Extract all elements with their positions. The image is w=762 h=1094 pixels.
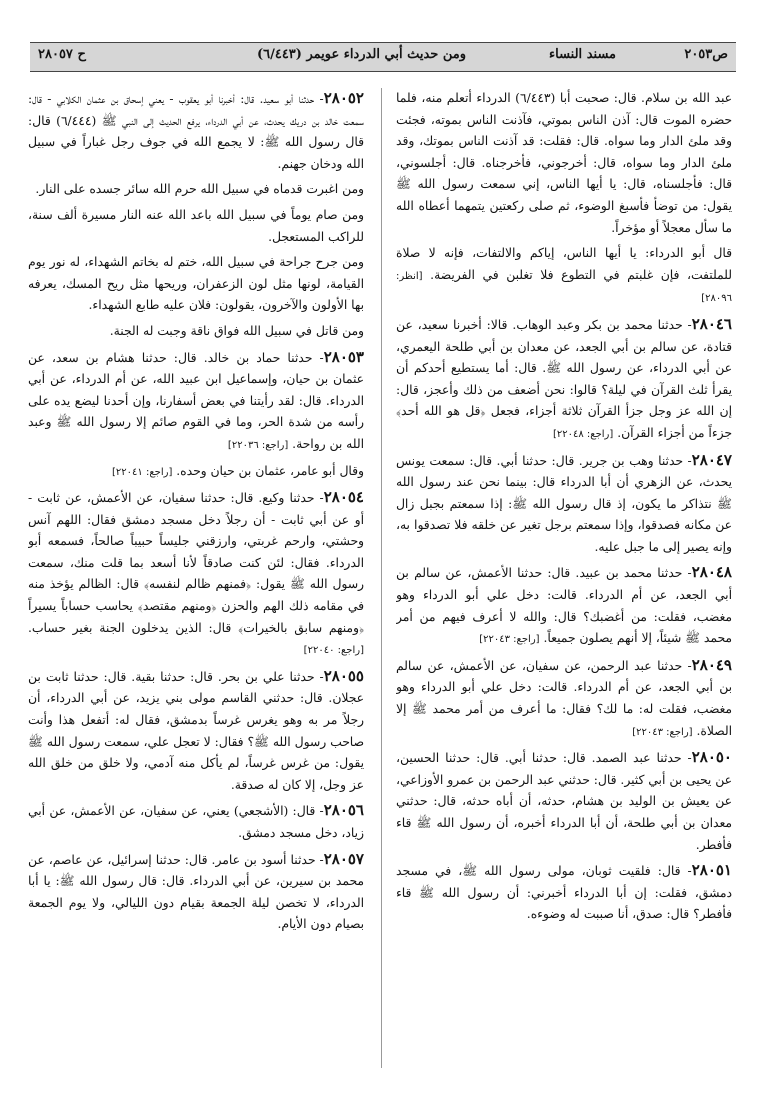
hadith-text: - قال: فلقيت ثوبان، مولى رسول الله ﷺ، في مسجد دمشق، فقلت: إن أبا الدرداء أخبرني: أن رسول الله ﷺ قاء فأفطر؟ قال: صدق، أنا صببت له وضوءه. (396, 864, 732, 922)
hadith-paragraph (28, 88, 364, 175)
cross-reference: [راجع: ٢٢٠٣٦] (227, 439, 289, 451)
hadith-text: ومن صام يوماً في سبيل الله باعد الله عنه النار مسيرة ألف سنة، للراكب المستعجل. (28, 207, 364, 244)
cross-reference: [راجع: ٢٢٠٤٠] (303, 645, 364, 657)
hadith-number: ٢٨٠٥٦ (323, 801, 364, 820)
book-title: مسند النساء (549, 47, 616, 62)
hadith-range: ح ٢٨٠٥٧ (38, 47, 86, 62)
hadith-text: - حدثنا أسود بن عامر. قال: حدثنا إسرائيل، عن عاصم، عن محمد بن سيرين، عن أبي الدرداء. قال: قال رسول الله ﷺ: يا أبا الدرداء، لا تخصن ليلة الجمعة بقيام دون الليالي، ولا يوم الجمعة بصيام دون الأيام. (28, 852, 364, 932)
hadith-paragraph (396, 860, 732, 926)
hadith-text: - حدثنا وهب بن جرير. قال: حدثنا أبي. قال: سمعت يونس يحدث، عن الزهري أن أبا الدرداء قال: بينما نحن عند رسول الله ﷺ نتذاكر ما يكون، إذ قال رسول الله ﷺ: إذا سمعتم بجبل زال عن مكانه فصدقوا، وإذا سمعتم برجل تغير عن خلقه فلا تصدقوا به، وإنه يصير إلى ما جبل عليه. (396, 453, 732, 554)
hadith-text: - حدثنا وكيع. قال: حدثنا سفيان، عن الأعمش، عن ثابت - أو عن أبي ثابت - أن رجلاً دخل مسجد دمشق فقال: اللهم آنس وحشتي، وارحم غربتي، وارزقني جليساً حبيباً صالحاً، فسمعه أبو الدرداء. فقال: لئن كنت صادقاً لأنا أسعد بما قلت منك، سمعت رسول الله ﷺ يقول: ﴿فمنهم ظالم لنفسه﴾ قال: الظالم يؤخذ منه في مقامه ذلك الهم والحزن ﴿ومنهم مقتصد﴾ يحاسب حساباً يسيراً ﴿ومنهم سابق بالخيرات﴾ قال: الذين يدخلون الجنة بغير حساب. (28, 491, 364, 635)
hadith-text: - حدثنا حماد بن خالد. قال: حدثنا هشام بن سعد، عن عثمان بن حيان، وإسماعيل ابن عبيد الله، عن أم الدرداء، عن أبي الدرداء. قال: لقد رأيتنا في بعض أسفارنا، وإن أحدنا ليضع يده على رأسه من شدة الحر، وما في القوم صائم إلا رسول الله ﷺ وعبد الله بن رواحة. (28, 350, 364, 451)
hadith-paragraph (396, 314, 732, 446)
hadith-paragraph (28, 461, 364, 484)
hadith-text: - حدثنا عبد الصمد. قال: حدثنا أبي. قال: حدثنا الحسين، عن يحيى بن أبي كثير. قال: حدثني عبد الرحمن بن عمرو الأوزاعي، عن يعيش بن الوليد بن هشام، حدثه، أن أباه حدثه، قال: حدثني معدان بن أبي طلحة، أن أبا الدرداء أخبره، أن رسول الله ﷺ قاء فأفطر. (396, 751, 732, 852)
hadith-text: - حدثنا محمد بن عبيد. قال: حدثنا الأعمش، عن سالم بن أبي الجعد، عن أم الدرداء. قالت: دخل علي أبو الدرداء وهو مغضب، فقلت: من أغضبك؟ قال: والله لا أعرف فيهم من أمر محمد ﷺ شيئاً، إلا أنهم يصلون جميعاً. (396, 566, 732, 646)
chapter-title: ومن حديث أبي الدرداء عويمر (٦/٤٤٣) (256, 47, 466, 62)
cross-reference: [راجع: ٢٢٠٤١] (112, 466, 173, 478)
hadith-text: - حدثنا أبو سعيد. قال: أخبرنا أبو يعقوب - يعني إسحاق بن عثمان الكلابي - قال: سمعت خالد بن دريك يحدث، عن أبي الدرداء، يرفع الحديث إلى النبي ﷺ (٦/٤٤٤) قال: قال رسول الله ﷺ: لا يجمع الله في جوف رجل غباراً في سبيل الله ودخان جهنم. (28, 92, 364, 171)
hadith-number: ٢٨٠٥٥ (323, 666, 364, 685)
right-text-column (396, 88, 732, 1068)
hadith-number: ٢٨٠٥١ (691, 861, 732, 880)
hadith-number: ٢٨٠٤٦ (691, 314, 732, 333)
hadith-paragraph (28, 252, 364, 317)
hadith-text: قال أبو الدرداء: يا أيها الناس، إياكم والالتفات، فإنه لا صلاة للملتفت، فإن غلبتم في التطوع فلا تغلبن في الفريضة. (396, 246, 732, 282)
hadith-number: ٢٨٠٥٤ (323, 488, 364, 507)
hadith-paragraph (396, 562, 732, 650)
hadith-paragraph (28, 347, 364, 457)
hadith-number: ٢٨٠٥٠ (691, 748, 732, 767)
cross-reference: [راجع: ٢٢٠٤٣] (479, 634, 540, 646)
cross-reference: [انظر: ٢٨٠٩٦] (396, 270, 732, 305)
hadith-paragraph (28, 179, 364, 201)
hadith-paragraph (28, 849, 364, 936)
hadith-number: ٢٨٠٥٢ (323, 89, 364, 107)
hadith-number: ٢٨٠٤٩ (691, 655, 732, 674)
hadith-text: - حدثنا عبد الرحمن، عن سفيان، عن الأعمش، عن سالم بن أبي الجعد، عن أم الدرداء. قالت: دخل علي أبو الدرداء وهو مغضب، فقلت له: ما لك؟ فقال: ما أعرف من أمر محمد ﷺ إلا الصلاة. (396, 658, 732, 738)
hadith-paragraph (28, 487, 364, 662)
column-divider (381, 88, 382, 1068)
hadith-number: ٢٨٠٤٨ (691, 563, 732, 582)
hadith-text: - قال: (الأشجعي) يعني، عن سفيان، عن الأعمش، عن أبي زياد، دخل مسجد دمشق. (28, 804, 364, 840)
hadith-paragraph (28, 666, 364, 797)
cross-reference: [راجع: ٢٢٠٤٣] (632, 726, 693, 738)
hadith-text: - حدثنا محمد بن بكر وعبد الوهاب. قالا: أخبرنا سعيد، عن قتادة، عن سالم بن أبي الجعد، عن معدان بن أبي طلحة اليعمري، عن أبي الدرداء، عن رسول الله ﷺ. قال: أما يستطيع أحدكم أن يقرأ ثلث القرآن في ليلة؟ قالوا: نحن أضعف من ذلك وأعجز، قال: إن الله عز وجل جزأ القرآن ثلاثة أجزاء، فجعل ﴿قل هو الله أحد﴾ جزءاً من أجزاء القرآن. (396, 317, 732, 440)
hadith-paragraph (396, 243, 732, 310)
hadith-number: ٢٨٠٥٣ (323, 347, 364, 366)
cross-reference: [راجع: ٢٢٠٤٨] (552, 428, 614, 440)
hadith-paragraph (396, 450, 732, 559)
hadith-text: ومن اغبرت قدماه في سبيل الله حرم الله سائر جسده على النار. (35, 182, 364, 197)
hadith-paragraph (396, 747, 732, 856)
hadith-paragraph (28, 205, 364, 248)
hadith-text: عبد الله بن سلام. قال: صحبت أبا (٦/٤٤٣) الدرداء أتعلم منه، فلما حضره الموت قال: آذن الناس بموتي، فآذنت الناس بموته، فجئت وقد ملئ الدار وما سواه. قال: فقلت: قد آذنت الناس بموتك، وقد ملئ الدار وما سواه، قال: أخرجوني، فأخرجناه. قال: أجلسوني، قال: فأجلسناه، قال: يا أيها الناس، إني سمعت رسول الله ﷺ يقول: من توضأ فأسبغ الوضوء، ثم صلى ركعتين يتمهما أعطاه الله ما سأل معجلاً أو مؤخراً. (396, 91, 732, 235)
hadith-text: - حدثنا علي بن بحر. قال: حدثنا بقية. قال: حدثنا ثابت بن عجلان. قال: حدثني القاسم مولى بني يزيد، عن أبي الدرداء، أن رجلاً مر به وهو يغرس غرساً بدمشق، فقال له: أتفعل هذا وأنت صاحب رسول الله ﷺ؟ فقال: لا تعجل علي، سمعت رسول الله ﷺ يقول: من غرس غرساً، لم يأكل منه آدمي، ولا خلق من خلق الله عز وجل، إلا كان له صدقة. (28, 669, 364, 792)
hadith-paragraph (28, 800, 364, 844)
hadith-paragraph (396, 655, 732, 743)
hadith-number: ٢٨٠٤٧ (691, 450, 732, 469)
hadith-number: ٢٨٠٥٧ (323, 849, 364, 868)
left-text-column (28, 88, 364, 1068)
hadith-text: ومن جرح جراحة في سبيل الله، ختم له بخاتم الشهداء، له نور يوم القيامة، لونها مثل لون الزعفران، وريحها مثل ريح المسك، يعرفه بها الأولون والآخرون، يقولون: فلان عليه طابع الشهداء. (28, 255, 364, 313)
hadith-paragraph (396, 88, 732, 239)
page-number: ص٢٠٥٣ (684, 47, 728, 62)
running-header (30, 42, 736, 72)
hadith-paragraph (28, 321, 364, 343)
hadith-text: وقال أبو عامر، عثمان بن حيان وحده. (176, 463, 364, 478)
hadith-text: ومن قاتل في سبيل الله فواق ناقة وجبت له الجنة. (109, 323, 364, 338)
